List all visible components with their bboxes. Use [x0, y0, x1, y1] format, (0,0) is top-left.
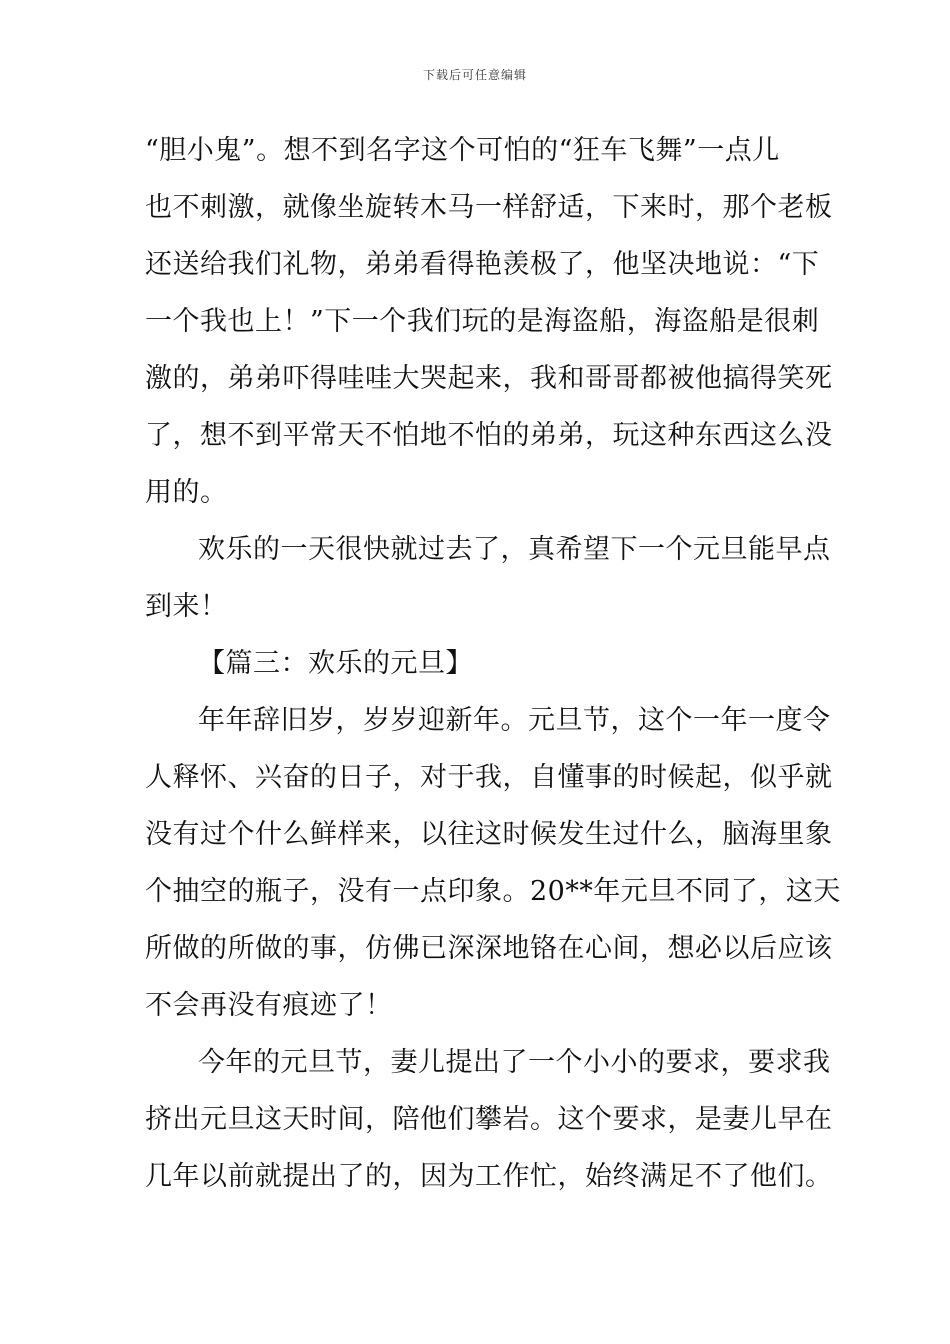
text-line: 到来！	[145, 591, 228, 622]
text-line: 也不刺激，就像坐旋转木马一样舒适，下来时，那个老板	[145, 192, 833, 223]
text-line: “胆小鬼”。想不到名字这个可怕的“狂车飞舞”一点儿	[145, 135, 780, 166]
text-line: 还送给我们礼物，弟弟看得艳羡极了，他坚决地说：“下	[145, 249, 820, 280]
text-line: 不会再没有痕迹了！	[145, 990, 393, 1021]
text-line: 所做的所做的事，仿佛已深深地铬在心间，想必以后应该	[145, 933, 833, 964]
text-line: 了，想不到平常天不怕地不怕的弟弟，玩这种东西这么没	[145, 420, 833, 451]
text-line: 几年以前就提出了的，因为工作忙，始终满足不了他们。	[145, 1161, 833, 1192]
section-heading: 【篇三：欢乐的元旦】	[198, 648, 473, 679]
text-line: 挤出元旦这天时间，陪他们攀岩。这个要求，是妻儿早在	[145, 1104, 833, 1135]
text-line: 年年辞旧岁，岁岁迎新年。元旦节，这个一年一度令	[198, 705, 831, 736]
text-line: 用的。	[145, 477, 228, 508]
text-line: 人释怀、兴奋的日子，对于我，自懂事的时候起，似乎就	[145, 762, 833, 793]
text-line: 欢乐的一天很快就过去了，真希望下一个元旦能早点	[198, 534, 831, 565]
text-line: 没有过个什么鲜样来，以往这时候发生过什么，脑海里象	[145, 819, 833, 850]
text-line: 今年的元旦节，妻儿提出了一个小小的要求，要求我	[198, 1047, 831, 1078]
page-header: 下载后可任意编辑	[422, 68, 527, 82]
text-line: 激的，弟弟吓得哇哇大哭起来，我和哥哥都被他搞得笑死	[145, 363, 833, 394]
text-line: 个抽空的瓶子，没有一点印象。20**年元旦不同了，这天	[145, 876, 841, 907]
text-line: 一个我也上！”下一个我们玩的是海盗船，海盗船是很刺	[145, 306, 820, 337]
